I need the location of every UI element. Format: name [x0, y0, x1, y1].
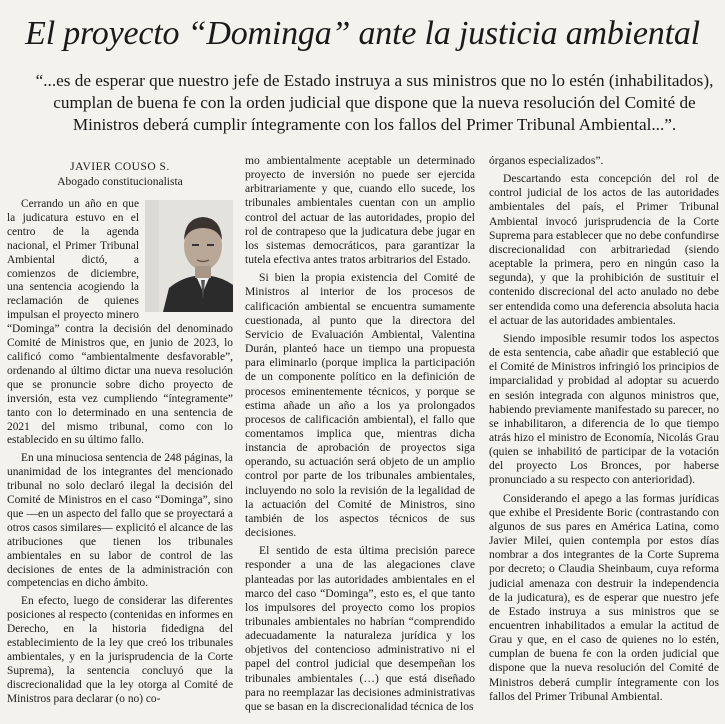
author-name: JAVIER COUSO S. — [70, 161, 170, 173]
author-role: Abogado constitucionalista — [57, 176, 183, 188]
article-headline: El proyecto “Dominga” ante la justicia ambiental — [25, 15, 700, 52]
paragraph: En una minuciosa sentencia de 248 páginas, la unanimidad de los integrantes del mencionado tribunal no solo declaró ilegal la decisión del Comité de Ministros en el caso “Dominga”, sino que —en un aspecto del fallo que se proyectará a otros casos similares— explicitó el alcance de las atribuciones que tienen los tribunales ambientales en su labor de control de las decisiones de entes de la administración con competencias en dicho ámbito. — [7, 452, 233, 590]
paragraph: órganos especializados”. — [489, 154, 604, 167]
byline — [7, 160, 233, 190]
paragraph: Cerrando un año en que la judicatura estuvo en el centro de la agenda nacional, el Primer Tribunal Ambiental dictó, a comienzos de diciembre, una sentencia acogiendo la reclamación de quienes impulsan el proyecto minero “Dominga” contra la decisión del denominado Comité de Ministros que, en junio de 2023, lo calificó como “ambientalmente desfavorable”, ordenando al último dictar una nueva resolución que se pronuncie sobre dicho proyecto de inversión, esta vez cumpliendo “íntegramente” tanto con lo determinado en una sentencia de 2021 del mismo tribunal, como con lo establecido en su último fallo. — [7, 198, 233, 448]
paragraph: Si bien la propia existencia del Comité de Ministros al interior de los procesos de calificación ambiental se encuentra sumamente cuestionada, al punto que la directora del Servicio de Evaluación Ambiental, Valentina Durán, planteó hace un tiempo una propuesta para eliminarlo (porque implica la participación de un componente político en la definición de procesos eminentemente técnicos, y porque se estima añade un año a los ya prolongados procesos de calificación ambiental), el fallo que comentamos implica que, mientras dicha instancia de aprobación de proyectos siga operando, su actuación será objeto de un amplio control por parte de los tribunales ambientales, incluyendo no solo la revisión de la legalidad de la actuación del Comité de Ministros, sino también de los aspectos técnicos de sus decisiones. — [245, 271, 475, 540]
article-column-1 — [7, 160, 233, 707]
paragraph: Descartando esta concepción del rol de control judicial de los actos de las autoridades ambientales del país, el Primer Tribunal Ambiental invocó jurisprudencia de la Corte Suprema para establecer que no debe confundirse discrecionalidad con arbitrariedad (siendo aceptable la primera, pero en ningún caso la segunda), y que la prohibición de sustituir el contenido discrecional del acto anulado no debe ser entendida como una deferencia absoluta hacia el actuar de las autoridades ambientales. — [489, 172, 719, 327]
paragraph: mo ambientalmente aceptable un determinado proyecto de inversión no puede ser ejercida arbitrariamente y que, cuando ello sucede, los tribunales ambientales cuentan con un amplio control del actuar de las autoridades, propio del rol de contrapeso que la judicatura debe jugar en los sistemas democráticos, para garantizar la tutela efectiva antes tratos arbitrarios del Estado. — [245, 154, 475, 267]
paragraph: Siendo imposible resumir todos los aspectos de esta sentencia, cabe añadir que estableció que el Comité de Ministros infringió los principios de imparcialidad y probidad al adoptar su acuerdo en sesión integrada con algunos ministros que, habiendo previamente manifestado su parecer, no se inhabilitaron, a diferencia de lo que tiempo atrás hizo el ministro de Economía, Nicolás Grau (quien se inhabilitó de participar de la votación del proyecto Los Bronces, por haberse pronunciado a su respecto con anterioridad). — [489, 331, 719, 487]
article-column-3 — [489, 154, 719, 704]
article-column-2 — [245, 154, 475, 714]
paragraph: En efecto, luego de considerar las diferentes posiciones al respecto (contenidas en informes en Derecho, en la historia fidedigna del establecimiento de la ley que creó los tribunales ambientales, y en la jurisprudencia de la Corte Suprema), la sentencia concluyó que la discrecionalidad que la ley otorga al Comité de Ministros para declarar (o no) co- — [7, 595, 233, 705]
paragraph: El sentido de esta última precisión parece responder a una de las alegaciones clave planteadas por las autoridades ambientales en el marco del caso “Dominga”, esto es, el que tanto los impulsores del proyecto como los propios tribunales ambientales no habrían “comprendido adecuadamente la naturaleza jurídica y los objetivos del contencioso administrativo ni el papel del control judicial que desempeñan los tribunales ambientales (…) que está diseñado para no reemplazar las decisiones administrativas que se basan en la discrecionalidad técnica de los — [245, 544, 475, 713]
pull-quote: “...es de esperar que nuestro jefe de Estado instruya a sus ministros que no lo estén (inhabilitados), cumplan de buena fe con la orden judicial que dispone que la nueva resolución del Comité de Ministros deberá cumplir íntegramente con los fallos del Primer Tribunal Ambiental...”. — [35, 71, 714, 134]
author-photo — [145, 200, 233, 312]
paragraph: Considerando el apego a las formas jurídicas que exhibe el Presidente Boric (contrastando con algunos de sus pares en América Latina, como Javier Milei, quien contempla por estos días nombrar a dos integrantes de la Corte Suprema por decreto; o Claudia Sheinbaum, cuya reforma judicial amenaza con destruir la independencia de la judicatura), es de esperar que nuestro jefe de Estado instruya a sus ministros que se encuentren inhabilitados a emular la actitud de Grau y que, en el caso de quienes no lo estén, cumplan de buena fe con la orden judicial que dispone que la nueva resolución del Comité de Ministros deberá cumplir íntegramente con los fallos del Primer Tribunal Ambiental. — [489, 491, 719, 703]
